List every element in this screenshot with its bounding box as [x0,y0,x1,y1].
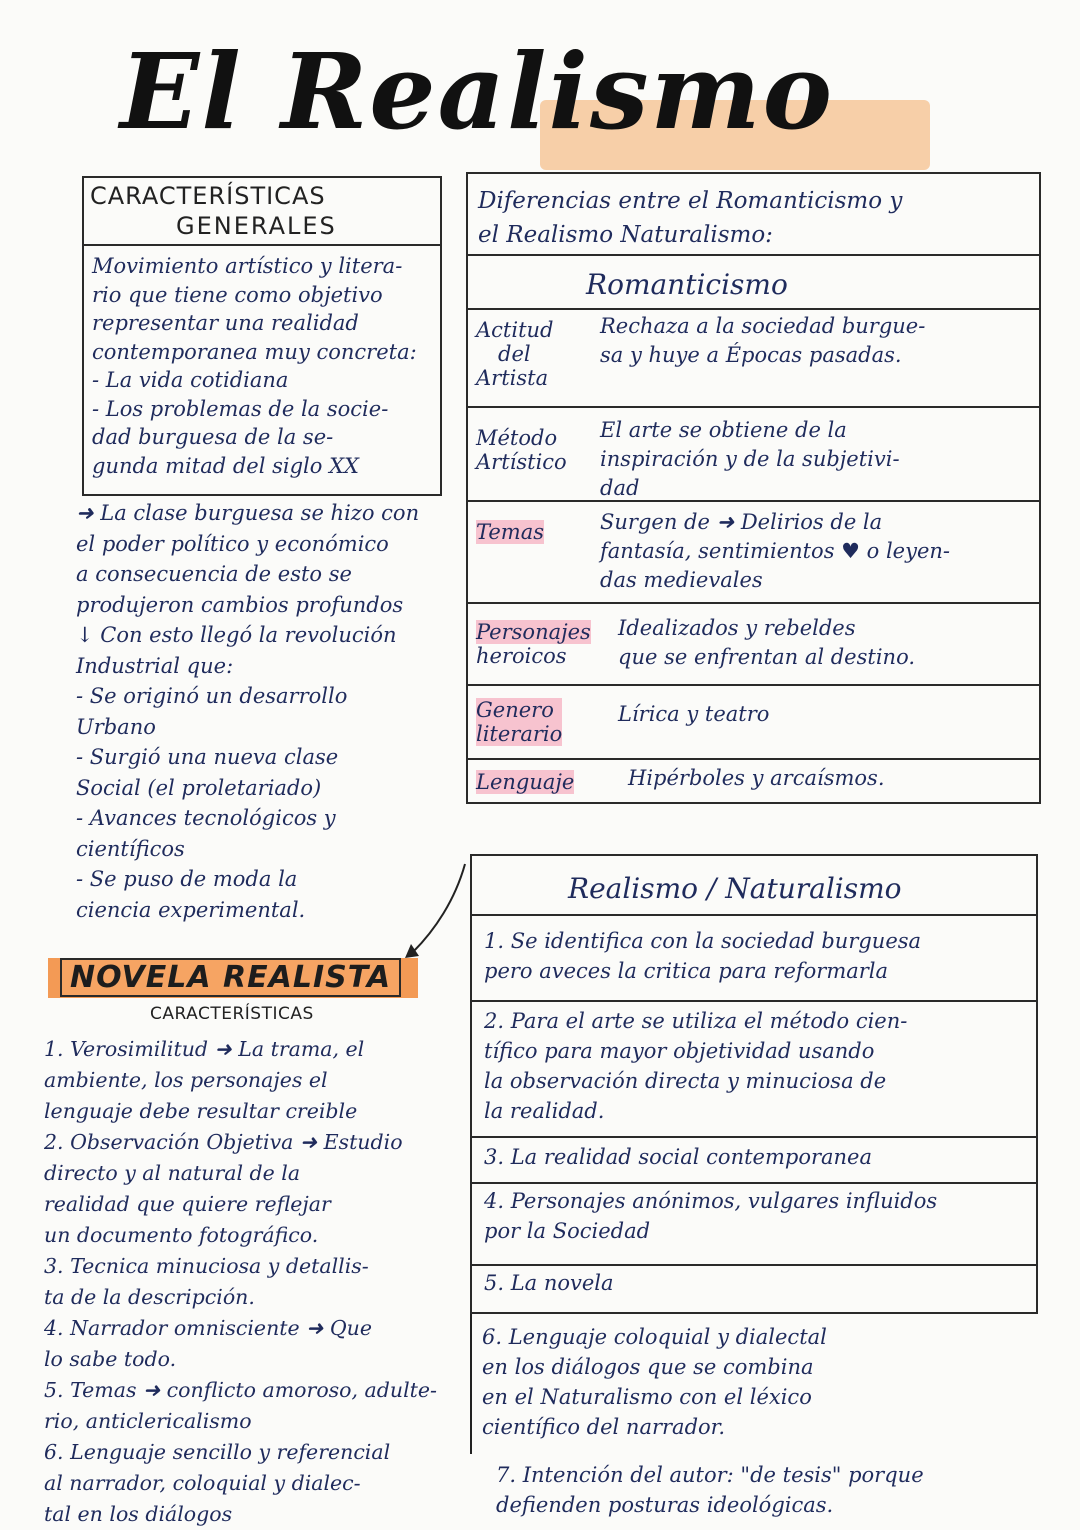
novela-list [44,1034,474,1530]
table-divider [468,684,1039,686]
caracteristicas-line: - Los problemas de la socie- [92,396,389,421]
table-divider [472,1182,1036,1184]
novela-line: lenguaje debe resultar creible [44,1099,358,1123]
novela-line: directo y al natural de la [44,1161,301,1185]
table-divider [472,1000,1036,1002]
diferencias-table [466,172,1041,804]
novela-line: ambiente, los personajes el [44,1068,328,1092]
caracteristicas-heading [84,178,440,246]
caracteristicas-heading-1: CARACTERÍSTICAS [90,182,326,210]
table-divider [468,602,1039,604]
realismo-row-2: 2. Para el arte se utiliza el método cien- tífico para mayor objetividad usando la observación directa y minuciosa de la realidad. [484,1009,908,1123]
table-divider [472,1264,1036,1266]
realismo-row-5: 5. La novela [484,1271,614,1295]
row-value-actitud: Rechaza a la sociedad burgue- sa y huye a Épocas pasadas. [600,314,926,367]
note-line: científicos [76,836,185,861]
novela-title: NOVELA REALISTA [60,958,401,997]
table-divider [468,308,1039,310]
novela-line: 4. Narrador omnisciente ➜ Que [44,1316,372,1340]
novela-line: 5. Temas ➜ conflicto amoroso, adulte- [44,1378,437,1402]
novela-line: 2. Observación Objetiva ➜ Estudio [44,1130,403,1154]
caracteristicas-line: gunda mitad del siglo XX [92,453,359,478]
page-title: El Realismo [120,30,834,153]
note-line: - Avances tecnológicos y [76,806,336,830]
realismo-row-7: 7. Intención del autor: "de tesis" porque defienden posturas ideológicas. [496,1463,924,1517]
row-value-genero: Lírica y teatro [618,702,770,726]
novela-line: lo sabe todo. [44,1347,177,1371]
realismo-table [470,854,1038,1314]
diferencias-heading [478,184,902,252]
caracteristicas-line: rio que tiene como objetivo [92,282,383,307]
realismo-row-6: 6. Lenguaje coloquial y dialectal en los diálogos que se combina en el Naturalismo con el léxico científico del narrador. [482,1325,827,1439]
note-line: ciencia experimental. [76,897,306,922]
row-value-lenguaje: Hipérboles y arcaísmos. [628,766,885,790]
row-value-metodo: El arte se obtiene de la inspiración y de la subjetivi- dad [600,418,900,500]
row-value-temas: Surgen de ➜ Delirios de la fantasía, sentimientos ♥ o leyen- das medievales [600,510,951,592]
table-divider [468,500,1039,502]
note-line: el poder político y económico [76,531,389,556]
note-line: - Se puso de moda la [76,867,298,891]
novela-line: 1. Verosimilitud ➜ La trama, el [44,1037,365,1061]
novela-line: tal en los diálogos [44,1502,233,1526]
row-label-actitud: Actitud del Artista [476,318,554,390]
table-divider [468,406,1039,408]
note-line: Industrial que: [76,653,234,678]
caracteristicas-line: dad burguesa de la se- [92,425,334,449]
note-line: produjeron cambios profundos [76,592,404,617]
novela-line: 6. Lenguaje sencillo y referencial [44,1440,391,1464]
row-label-personajes: Personajes heroicos [476,620,591,668]
note-line: Urbano [76,714,156,739]
caracteristicas-heading-2: GENERALES [176,212,337,240]
novela-realista-banner [16,952,436,1004]
romanticismo-title: Romanticismo [586,268,788,301]
note-line: ↓ Con esto llegó la revolución [76,623,397,647]
caracteristicas-line: representar una realidad [92,311,359,335]
row-label-lenguaje: Lenguaje [476,770,575,794]
table-divider [472,1136,1036,1138]
note-line: - Surgió una nueva clase [76,745,339,769]
row-label-genero: Genero literario [476,698,563,746]
row-label-metodo: Método Artístico [476,426,567,474]
realismo-row-4: 4. Personajes anónimos, vulgares influidos por la Sociedad [484,1189,938,1243]
novela-line: 3. Tecnica minuciosa y detallis- [44,1254,369,1278]
note-line: - Se originó un desarrollo [76,684,348,708]
diferencias-heading-1: Diferencias entre el Romanticismo y [478,188,903,214]
row-label-temas: Temas [476,520,545,544]
novela-line: un documento fotográfico. [44,1223,319,1247]
realismo-title: Realismo / Naturalismo [568,872,902,905]
novela-line: al narrador, coloquial y dialec- [44,1471,361,1495]
page-title-wrap [120,30,840,170]
novela-line: rio, anticlericalismo [44,1409,252,1433]
diferencias-heading-2: el Realismo Naturalismo: [478,222,773,248]
realismo-row-3: 3. La realidad social contemporanea [484,1145,872,1169]
caracteristicas-box [82,176,442,496]
table-divider [468,254,1039,256]
novela-line: realidad que quiere reflejar [44,1192,331,1216]
novela-subtitle: CARACTERÍSTICAS [150,1004,314,1024]
caracteristicas-line: contemporanea muy concreta: [92,339,417,364]
table-divider [468,758,1039,760]
note-line: Social (el proletariado) [76,775,322,800]
note-line: a consecuencia de esto se [76,562,352,586]
table-divider [472,914,1036,916]
row-value-personajes: Idealizados y rebeldes que se enfrentan al destino. [618,616,916,669]
caracteristicas-line: - La vida cotidiana [92,368,289,392]
realismo-row-1: 1. Se identifica con la sociedad burguesa pero aveces la critica para reformarla [484,929,922,983]
caracteristicas-body [92,252,434,480]
note-line: ➜ La clase burguesa se hizo con [76,501,420,525]
novela-line: ta de la descripción. [44,1285,255,1309]
caracteristicas-line: Movimiento artístico y litera- [92,254,403,278]
row-6-left-border [470,1314,472,1454]
